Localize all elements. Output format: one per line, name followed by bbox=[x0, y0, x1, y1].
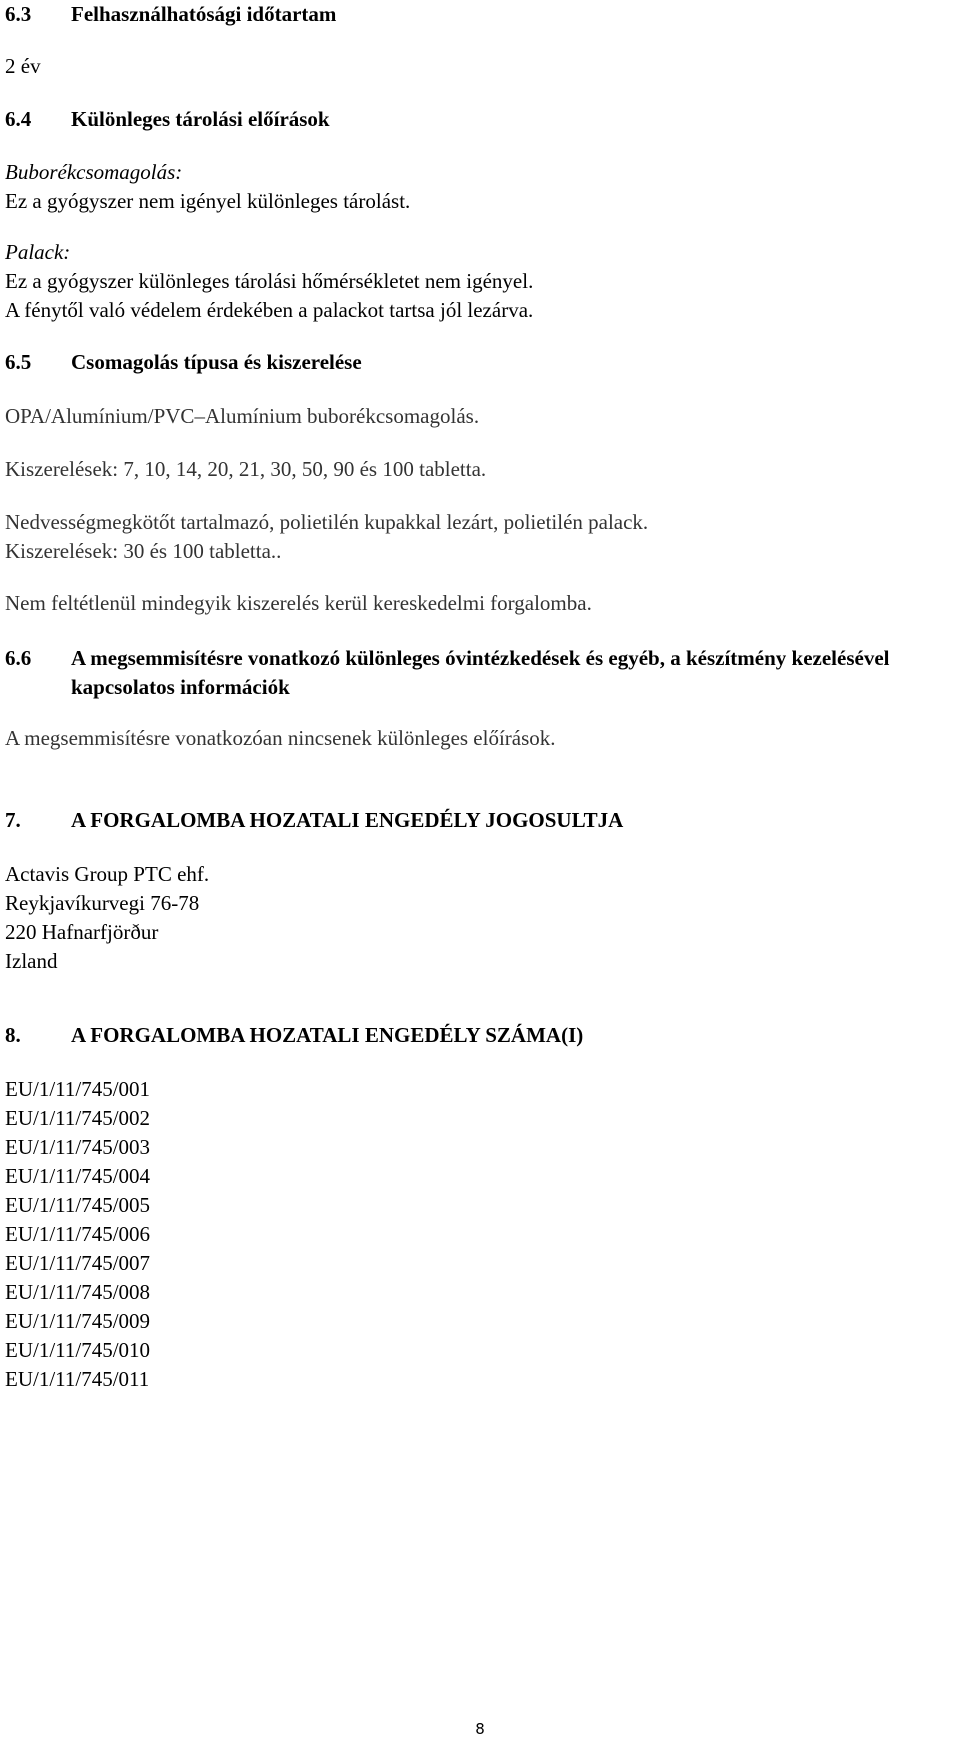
packaging-line-3: Nedvességmegkötőt tartalmazó, polietilén kupakkal lezárt, polietilén palack. bbox=[5, 510, 649, 534]
marketing-note-block bbox=[5, 589, 956, 618]
packaging-line-4: Kiszerelések: 30 és 100 tabletta.. bbox=[5, 539, 282, 563]
section-title: Különleges tárolási előírások bbox=[71, 107, 330, 131]
section-6-6-heading bbox=[5, 644, 956, 702]
blister-text: Ez a gyógyszer nem igényel különleges tárolást. bbox=[5, 189, 411, 213]
section-title: Csomagolás típusa és kiszerelése bbox=[71, 350, 362, 374]
bottle-pack-block bbox=[5, 508, 956, 566]
address-line: Izland bbox=[5, 949, 58, 973]
storage-blister-block bbox=[5, 158, 956, 216]
section-6-5-heading bbox=[5, 348, 956, 377]
section-number: 6.6 bbox=[5, 646, 32, 670]
list-item: EU/1/11/745/011 bbox=[5, 1367, 150, 1391]
list-item: EU/1/11/745/005 bbox=[5, 1193, 151, 1217]
list-item: EU/1/11/745/003 bbox=[5, 1135, 151, 1159]
section-title: A megsemmisítésre vonatkozó különleges óvintézkedések és egyéb, a készítmény kezelésével kapcsolatos információk bbox=[71, 646, 890, 699]
shelf-life-block bbox=[5, 52, 956, 81]
authorisation-numbers-list bbox=[5, 1075, 956, 1394]
blister-label: Buborékcsomagolás: bbox=[5, 160, 183, 184]
packaging-line-5: Nem feltétlenül mindegyik kiszerelés kerül kereskedelmi forgalomba. bbox=[5, 591, 592, 615]
address-line: Reykjavíkurvegi 76-78 bbox=[5, 891, 200, 915]
bottle-line-1: Ez a gyógyszer különleges tárolási hőmérsékletet nem igényel. bbox=[5, 269, 534, 293]
address-line: Actavis Group PTC ehf. bbox=[5, 862, 210, 886]
list-item: EU/1/11/745/008 bbox=[5, 1280, 151, 1304]
section-title: A FORGALOMBA HOZATALI ENGEDÉLY JOGOSULTJA bbox=[71, 808, 624, 832]
section-number: 6.5 bbox=[5, 350, 32, 374]
section-7-heading bbox=[5, 806, 956, 835]
list-item: EU/1/11/745/007 bbox=[5, 1251, 151, 1275]
section-number: 6.4 bbox=[5, 107, 32, 131]
pack-sizes-block bbox=[5, 455, 956, 484]
section-title: A FORGALOMBA HOZATALI ENGEDÉLY SZÁMA(I) bbox=[71, 1023, 584, 1047]
packaging-block bbox=[5, 402, 956, 431]
section-number: 7. bbox=[5, 808, 21, 832]
section-8-heading bbox=[5, 1021, 956, 1050]
storage-bottle-block bbox=[5, 238, 956, 325]
list-item: EU/1/11/745/002 bbox=[5, 1106, 151, 1130]
holder-address bbox=[5, 860, 956, 976]
address-line: 220 Hafnarfjörður bbox=[5, 920, 159, 944]
list-item: EU/1/11/745/010 bbox=[5, 1338, 151, 1362]
bottle-line-2: A fénytől való védelem érdekében a palackot tartsa jól lezárva. bbox=[5, 298, 534, 322]
bottle-label: Palack: bbox=[5, 240, 71, 264]
list-item: EU/1/11/745/001 bbox=[5, 1077, 151, 1101]
section-6-4-heading bbox=[5, 105, 956, 134]
list-item: EU/1/11/745/009 bbox=[5, 1309, 151, 1333]
section-number: 6.3 bbox=[5, 2, 32, 26]
packaging-line-1: OPA/Alumínium/PVC–Alumínium buborékcsomagolás. bbox=[5, 404, 480, 428]
section-6-3-heading bbox=[5, 0, 956, 29]
disposal-block bbox=[5, 724, 956, 753]
section-title: Felhasználhatósági időtartam bbox=[71, 2, 337, 26]
disposal-text: A megsemmisítésre vonatkozóan nincsenek különleges előírások. bbox=[5, 726, 556, 750]
section-number: 8. bbox=[5, 1023, 21, 1047]
packaging-line-2: Kiszerelések: 7, 10, 14, 20, 21, 30, 50, 90 és 100 tabletta. bbox=[5, 457, 487, 481]
shelf-life-value: 2 év bbox=[5, 54, 41, 78]
list-item: EU/1/11/745/004 bbox=[5, 1164, 151, 1188]
page-number: 8 bbox=[475, 1720, 485, 1738]
list-item: EU/1/11/745/006 bbox=[5, 1222, 151, 1246]
